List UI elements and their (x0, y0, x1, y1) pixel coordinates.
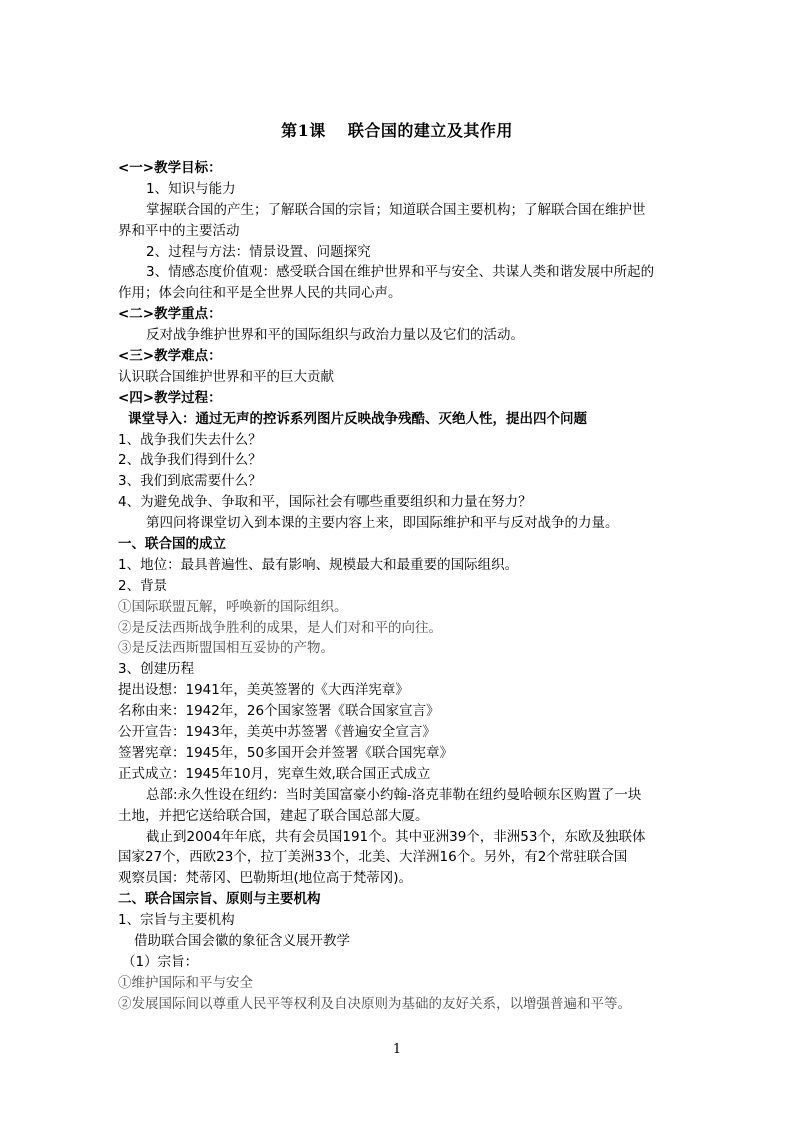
background-item: ①国际联盟瓦解，呼唤新的国际组织。 (118, 598, 348, 615)
text-line: 反对战争维护世界和平的国际组织与政治力量以及它们的活动。 (146, 327, 524, 344)
question-item: 1、战争我们失去什么？ (118, 431, 262, 448)
text-line: 认识联合国维护世界和平的巨大贡献 (118, 368, 334, 385)
text-line: 国家27个，西欧23个，拉丁美洲33个，北美、大洋洲16个。另外，有2个常驻联合国 (118, 849, 628, 866)
section-heading-purposes: 二、联合国宗旨、原则与主要机构 (118, 891, 321, 908)
document-body (118, 158, 678, 1015)
lesson-name: 联合国的建立及其作用 (347, 121, 513, 140)
text-line: 总部:永久性设在纽约：当时美国富豪小约翰-洛克菲勒在纽约曼哈顿东区购置了一块 (146, 786, 642, 803)
history-item: 签署宪章：1945年，50多国开会并签署《联合国宪章》 (118, 744, 454, 761)
question-item: 2、战争我们得到什么？ (118, 452, 262, 469)
text-line: 1、知识与能力 (146, 180, 236, 197)
page-number: 1 (392, 1042, 402, 1057)
text-line: 作用；体会向往和平是全世界人民的共同心声。 (118, 285, 402, 302)
history-item: 名称由来：1942年，26个国家签署《联合国家宣言》 (118, 703, 440, 720)
text-line: （1）宗旨： (122, 953, 199, 970)
lesson-intro: 课堂导入：通过无声的控诉系列图片反映战争残酷、灭绝人性，提出四个问题 (128, 410, 587, 427)
text-line: 土地，并把它送给联合国，建起了联合国总部大厦。 (118, 807, 429, 824)
text-line: 观察员国：梵蒂冈、巴勒斯坦(地位高于梵蒂冈)。 (118, 870, 413, 887)
background-item: ③是反法西斯盟国相互妥协的产物。 (118, 640, 334, 657)
purpose-item: ②发展国际间以尊重人民平等权利及自决原则为基础的友好关系，以增强普遍和平等。 (118, 995, 631, 1012)
text-line: 掌握联合国的产生；了解联合国的宗旨；知道联合国主要机构；了解联合国在维护世 (146, 201, 646, 218)
text-line: 第四问将课堂切入到本课的主要内容上来，即国际维护和平与反对战争的力量。 (146, 515, 619, 532)
background-item: ②是反法西斯战争胜利的成果，是人们对和平的向往。 (118, 619, 442, 636)
text-line: 借助联合国会徽的象征含义展开教学 (134, 932, 350, 949)
purpose-item: ①维护国际和平与安全 (118, 974, 253, 991)
lesson-number: 第1课 (281, 121, 326, 140)
text-line: 1、宗旨与主要机构 (118, 912, 235, 929)
section-heading-difficulties: <三>教学难点： (118, 348, 222, 365)
section-heading-key-points: <二>教学重点： (118, 306, 222, 323)
history-item: 正式成立：1945年10月，宪章生效,联合国正式成立 (118, 765, 431, 782)
section-heading-objectives: <一>教学目标： (118, 160, 222, 176)
section-heading-founding: 一、联合国的成立 (118, 536, 226, 553)
text-line: 2、背景 (118, 577, 168, 594)
question-item: 4、为避免战争、争取和平，国际社会有哪些重要组织和力量在努力？ (118, 494, 532, 511)
text-line: 3、创建历程 (118, 661, 195, 678)
text-line: 界和平中的主要活动 (118, 222, 240, 239)
history-item: 提出设想：1941年，美英签署的《大西洋宪章》 (118, 682, 409, 699)
question-item: 3、我们到底需要什么？ (118, 473, 262, 490)
history-item: 公开宣告：1943年，美英中苏签署《普遍安全宣言》 (118, 724, 436, 741)
text-line: 1、地位：最具普遍性、最有影响、规模最大和最重要的国际组织。 (118, 556, 519, 573)
section-heading-process: <四>教学过程： (118, 389, 222, 406)
text-line: 2、过程与方法：情景设置、问题探究 (146, 243, 371, 260)
page-title (0, 118, 794, 141)
text-line: 3、情感态度价值观：感受联合国在维护世界和平与安全、共谋人类和谐发展中所起的 (146, 264, 655, 281)
text-line: 截止到2004年年底，共有会员国191个。其中亚洲39个，非洲53个，东欧及独联体 (146, 828, 646, 845)
